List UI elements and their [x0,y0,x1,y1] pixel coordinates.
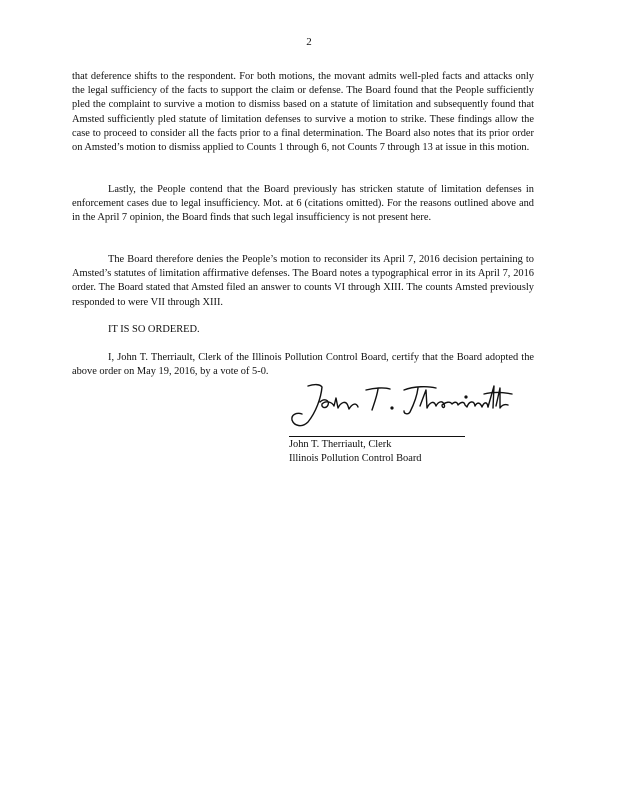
order-statement: IT IS SO ORDERED. [108,324,200,335]
paragraph-decision: The Board therefore denies the People’s motion to reconsider its April 7, 2016 decision pertaining to Amsted’s statutes of limitation affirmative defenses. The Board notes a typographical error in its April 7, 2016 order. The Board stated that Amsted filed an answer to counts VI through XIII. The counts Amsted previously responded to were VII through XIII. [72,254,534,308]
handwritten-signature [286,378,516,430]
paragraph-motion-standard: that deference shifts to the respondent. For both motions, the movant admits well-pled facts and attacks only the legal sufficiency of the facts to support the claim or defense. The Board found that the People sufficiently pled the complaint to survive a motion to dismiss based on a statute of limitation and subsequently found that Amsted sufficiently pled statute of limitation defenses to survive a motion to strike. These findings allow the case to proceed to consider all the facts prior to a final determination. The Board also notes that its prior order on Amsted’s motion to dismiss applied to Counts 1 through 6, not Counts 7 through 13 at issue in this motion. [72,71,534,154]
paragraph-legal-insufficiency: Lastly, the People contend that the Board previously has stricken statute of limitation defenses in enforcement cases due to legal insufficiency. Mot. at 6 (citations omitted). For the reasons outlined above and in the April 7 opinion, the Board finds that such legal insufficiency is not present here. [72,184,534,224]
signature-block [289,438,422,466]
signature-line [289,436,465,437]
clerk-name: John T. Therriault, Clerk [289,439,392,450]
page-number: 2 [306,36,312,48]
clerk-certification: I, John T. Therriault, Clerk of the Illinois Pollution Control Board, certify that the Board adopted the above order on May 19, 2016, by a vote of 5-0. [72,352,534,378]
board-name: Illinois Pollution Control Board [289,453,422,465]
